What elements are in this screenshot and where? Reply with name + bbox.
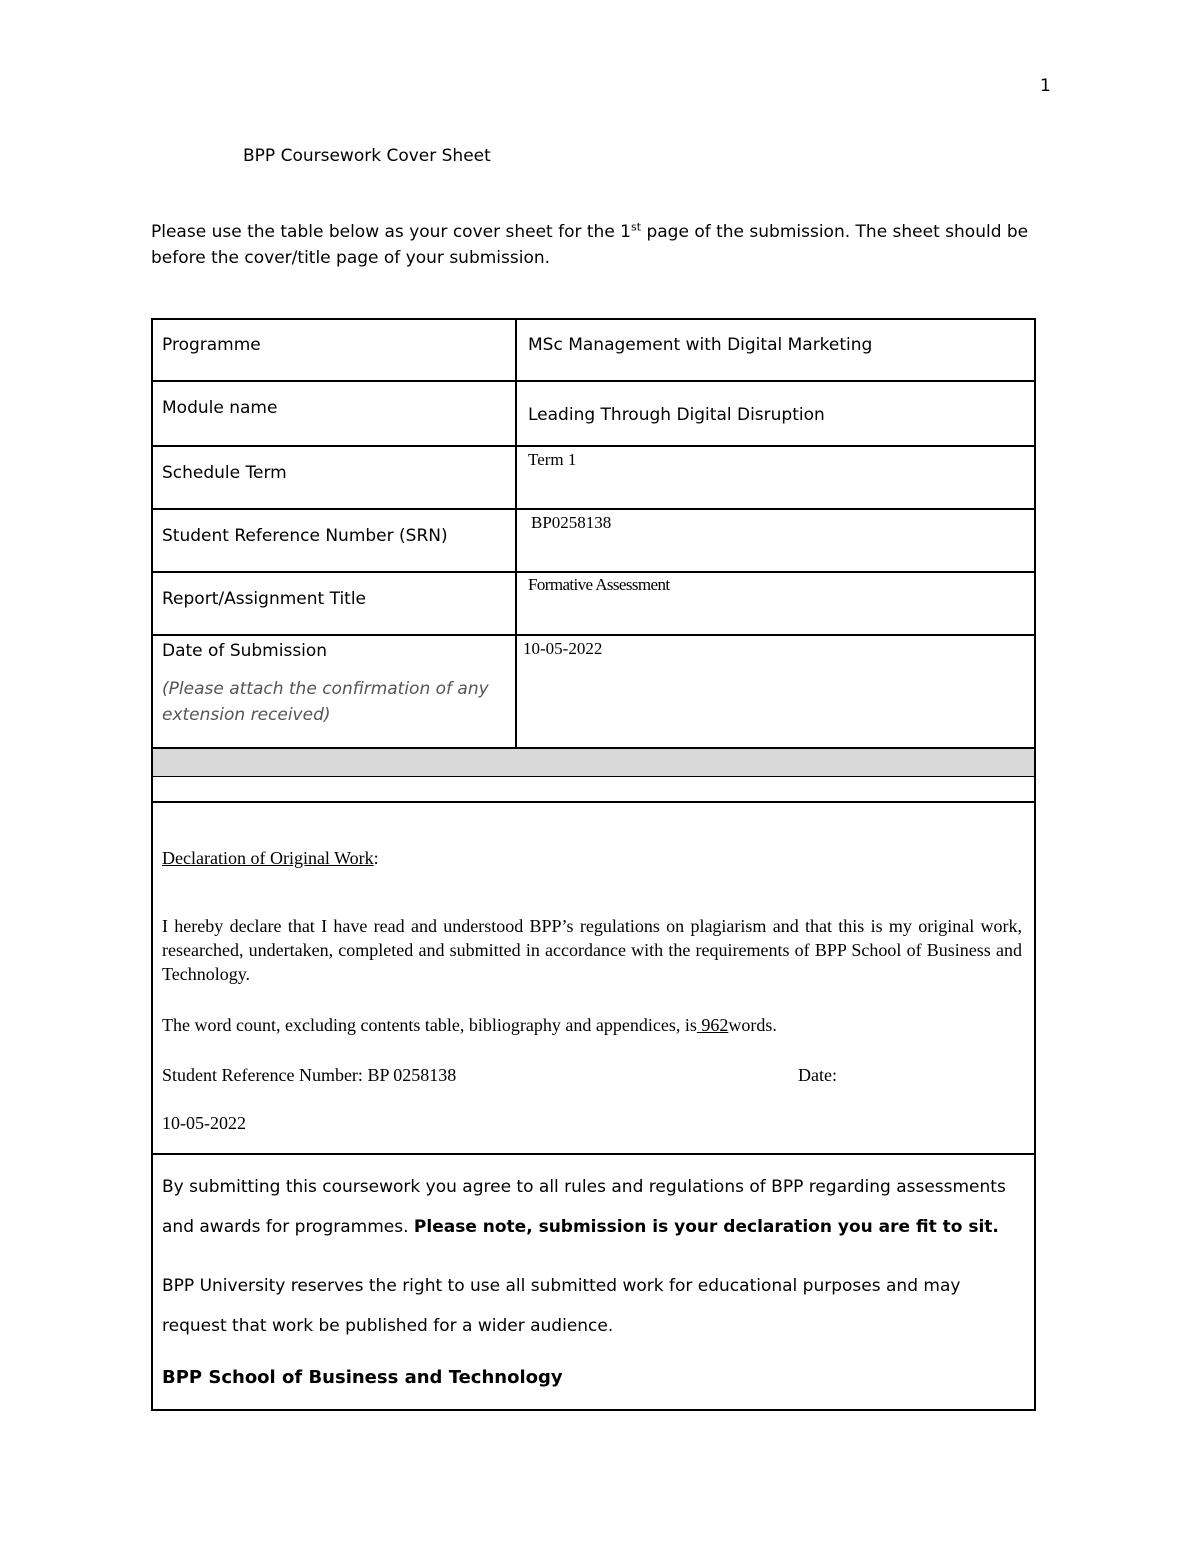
report-title-label: Report/Assignment Title (162, 589, 367, 609)
page-number: 1 (1040, 76, 1051, 96)
intro-text-end: page of the submission. The sheet should be before the cover/title page of your submission. (151, 222, 1029, 268)
table-rule (151, 1409, 1036, 1411)
module-value: Leading Through Digital Disruption (528, 405, 825, 425)
cover-sheet-table (151, 318, 1036, 1411)
agreement-paragraph (162, 1167, 1030, 1247)
declaration-date-value: 10-05-2022 (162, 1113, 246, 1133)
srn-value: BP0258138 (531, 513, 612, 532)
table-rule (151, 318, 1036, 320)
term-label: Schedule Term (162, 463, 287, 483)
date-note: (Please attach the confirmation of any extension received) (162, 679, 489, 725)
declaration-body: I hereby declare that I have read and understood BPP’s regulations on plagiarism and that this is my original work, researched, undertaken, completed and submitted in accordance with the requirements of BPP School of Business and Technology. (162, 916, 1022, 984)
date-label: Date of Submission (162, 641, 328, 661)
rights-paragraph: BPP University reserves the right to use all submitted work for educational purposes and may request that work be published for a wider audience. (162, 1276, 961, 1336)
declaration-heading-colon: : (373, 848, 379, 868)
term-value: Term 1 (528, 450, 577, 469)
table-border-right (1034, 318, 1036, 1411)
table-rule (151, 776, 1036, 777)
table-border-left (151, 318, 153, 1411)
programme-label: Programme (162, 335, 261, 355)
module-label: Module name (162, 398, 278, 418)
date-value: 10-05-2022 (523, 639, 603, 658)
srn-label: Student Reference Number (SRN) (162, 526, 448, 546)
table-rule (151, 380, 1036, 382)
agreement-bold-text: Please note, submission is your declaration you are fit to sit. (413, 1217, 999, 1237)
declaration-date-label: Date: (798, 1065, 837, 1085)
programme-value: MSc Management with Digital Marketing (528, 335, 873, 355)
shaded-separator-row (153, 749, 1034, 776)
table-rule (151, 445, 1036, 447)
agreement-text: By submitting this coursework you agree to all rules and regulations of BPP regarding assessments and awards for programmes. (162, 1177, 1006, 1237)
table-rule (151, 1153, 1036, 1155)
intro-text-start: Please use the table below as your cover sheet for the 1 (151, 222, 631, 242)
school-name: BPP School of Business and Technology (162, 1367, 563, 1388)
report-title-value: Formative Assessment (528, 575, 670, 594)
declaration-heading-text: Declaration of Original Work (162, 848, 374, 868)
word-count-unit: words. (728, 1015, 777, 1035)
declaration-srn-value: BP 0258138 (367, 1065, 457, 1085)
declaration-srn-label: Student Reference Number: (162, 1065, 363, 1085)
intro-superscript: st (631, 220, 642, 234)
word-count-value: 962 (696, 1015, 729, 1035)
table-rule (151, 801, 1036, 803)
declaration-heading (162, 846, 1022, 870)
table-column-divider (515, 318, 517, 749)
word-count-text: The word count, excluding contents table, bibliography and appendices, is (162, 1015, 697, 1035)
sheet-title: BPP Coursework Cover Sheet (243, 146, 491, 166)
intro-paragraph (151, 219, 1031, 271)
word-count-line (162, 1013, 1022, 1037)
